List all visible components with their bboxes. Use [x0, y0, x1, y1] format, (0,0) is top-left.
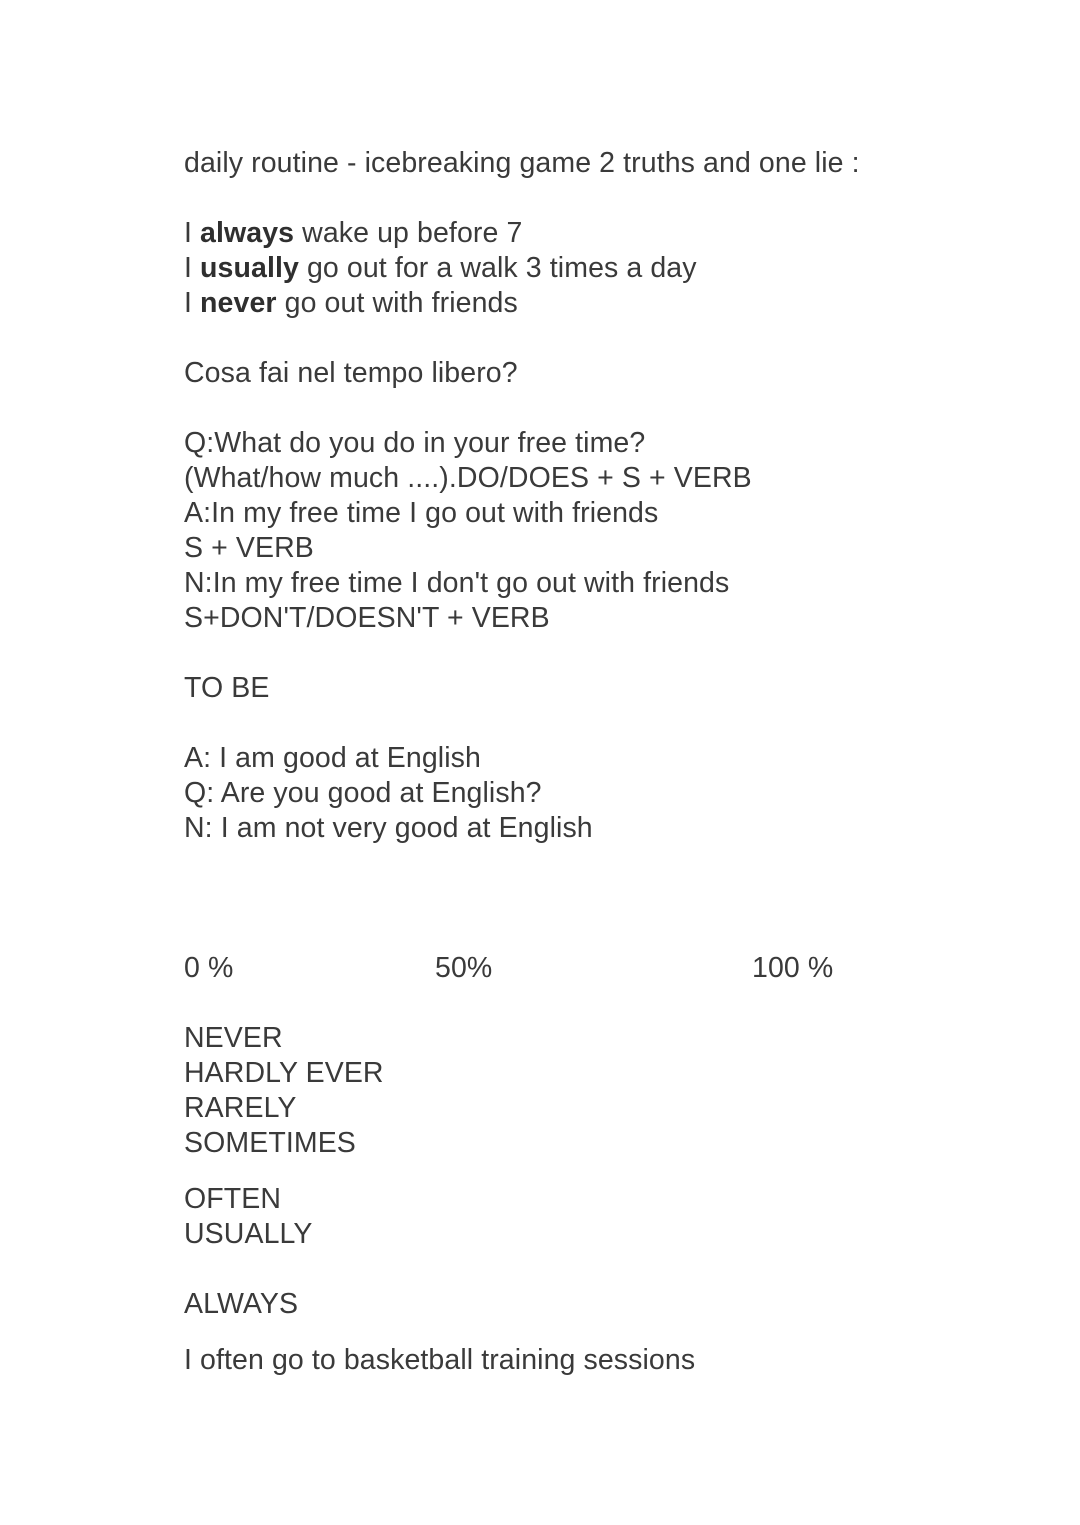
frequency-adverb: never: [200, 287, 277, 319]
frequency-scale: [184, 951, 884, 986]
note-body: [184, 146, 884, 1378]
frequency-adverb-item: HARDLY EVER: [184, 1057, 384, 1089]
grammar-line: (What/how much ....).DO/DOES + S + VERB: [184, 462, 752, 494]
spacer: [184, 706, 884, 741]
spacer: [184, 986, 884, 1021]
to-be-line: N: I am not very good at English: [184, 812, 593, 844]
statement-rest: go out for a walk 3 times a day: [298, 252, 697, 284]
spacer: [184, 636, 884, 671]
frequency-adverb-item: SOMETIMES: [184, 1127, 356, 1159]
statement-prefix: I: [184, 217, 201, 249]
italian-question: Cosa fai nel tempo libero?: [184, 357, 518, 389]
frequency-adverb-item: ALWAYS: [184, 1288, 299, 1320]
statement-prefix: I: [184, 252, 201, 284]
grammar-line: S+DON'T/DOESN'T + VERB: [184, 602, 550, 634]
statement-line: [184, 216, 884, 251]
scale-mid-label: 50%: [435, 952, 493, 984]
frequency-adverb-item: USUALLY: [184, 1218, 313, 1250]
grammar-line: N:In my free time I don't go out with friends: [184, 567, 730, 599]
to-be-line: Q: Are you good at English?: [184, 777, 542, 809]
to-be-heading: TO BE: [184, 672, 270, 704]
spacer: [184, 1252, 884, 1287]
frequency-adverb: usually: [200, 252, 299, 284]
spacer: [184, 846, 884, 951]
scale-high-label: 100 %: [752, 952, 834, 984]
scale-low-label: 0 %: [184, 952, 234, 984]
example-sentence: I often go to basketball training sessions: [184, 1344, 696, 1376]
statement-rest: wake up before 7: [294, 217, 523, 249]
spacer: [184, 1161, 884, 1182]
frequency-adverb: always: [200, 217, 295, 249]
statement-line: [184, 251, 884, 286]
spacer: [184, 181, 884, 216]
frequency-adverb-item: NEVER: [184, 1022, 283, 1054]
statement-rest: go out with friends: [276, 287, 518, 319]
spacer: [184, 1322, 884, 1343]
to-be-line: A: I am good at English: [184, 742, 481, 774]
statement-prefix: I: [184, 287, 201, 319]
spacer: [184, 391, 884, 426]
statement-line: [184, 286, 884, 321]
frequency-adverb-item: RARELY: [184, 1092, 297, 1124]
note-title: daily routine - icebreaking game 2 truths and one lie :: [184, 147, 860, 179]
frequency-adverb-item: OFTEN: [184, 1183, 282, 1215]
grammar-line: S + VERB: [184, 532, 314, 564]
grammar-line: Q:What do you do in your free time?: [184, 427, 646, 459]
spacer: [184, 321, 884, 356]
grammar-line: A:In my free time I go out with friends: [184, 497, 659, 529]
